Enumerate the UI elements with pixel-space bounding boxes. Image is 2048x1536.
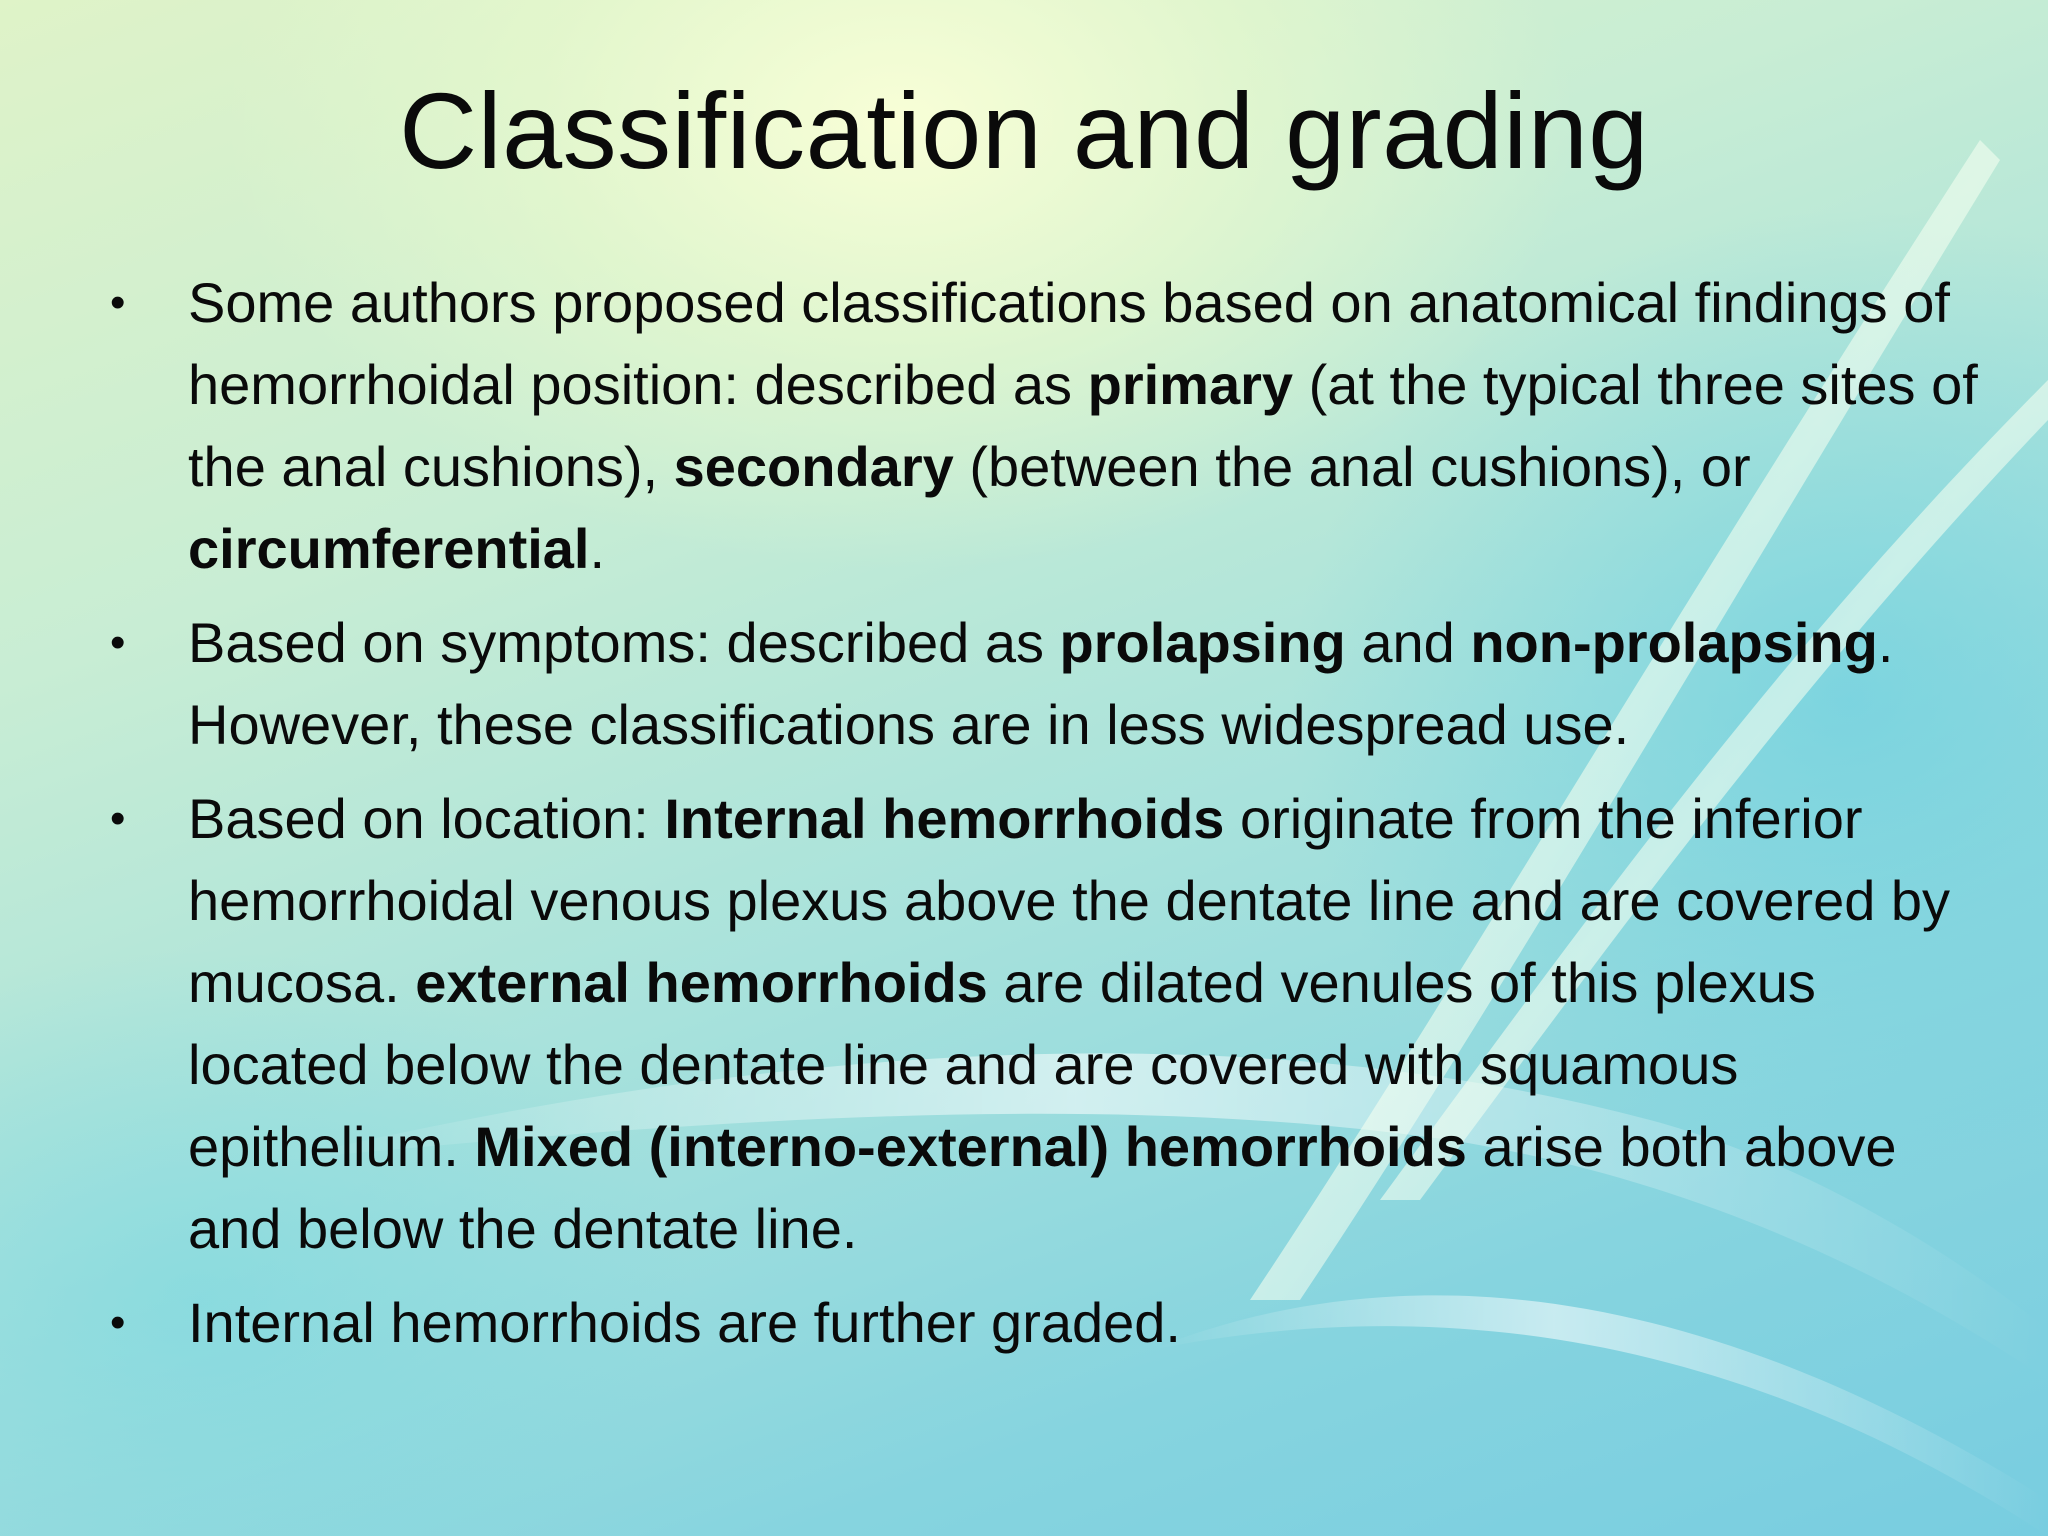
- slide-title: Classification and grading: [399, 70, 1649, 191]
- bullet-item: [110, 602, 1990, 766]
- bullet-marker: •: [110, 618, 126, 667]
- text-segment: originate from the inferior hemorrhoidal venous plexus above the dentate line and are covered by mucosa.: [188, 787, 1951, 1014]
- bullet-list: [110, 262, 1990, 1376]
- text-segment: Internal hemorrhoids are further graded.: [188, 1291, 1181, 1354]
- bold-term-non-prolapsing: non-prolapsing: [1470, 611, 1878, 674]
- bold-term-prolapsing: prolapsing: [1059, 611, 1346, 674]
- bullet-text: [188, 787, 1950, 1260]
- bullet-text: [188, 271, 1978, 580]
- text-segment: Based on symptoms: described as: [188, 611, 1060, 674]
- text-segment: Some authors proposed classifications based on anatomical findings of hemorrhoidal position: described as: [188, 271, 1950, 416]
- bold-term-circumferential: circumferential: [188, 517, 590, 580]
- text-segment: (between the anal cushions), or: [953, 435, 1751, 498]
- bullet-text: [188, 1291, 1181, 1354]
- bold-term-primary: primary: [1087, 353, 1294, 416]
- text-segment: Based on location:: [188, 787, 665, 850]
- bullet-marker: •: [110, 1298, 126, 1347]
- bullet-marker: •: [110, 278, 126, 327]
- bold-term-mixed-hemorrhoids: Mixed (interno-external) hemorrhoids: [474, 1115, 1467, 1178]
- text-segment: are dilated venules of this plexus located below the dentate line and are covered with squamous epithelium.: [188, 951, 1816, 1178]
- text-segment: .: [589, 517, 606, 580]
- bullet-item: [110, 1282, 1990, 1364]
- bullet-item: [110, 262, 1990, 590]
- bullet-text: [188, 611, 1893, 756]
- text-segment: (at the typical three sites of the anal cushions),: [188, 353, 1978, 498]
- bullet-item: [110, 778, 1990, 1270]
- bold-term-external-hemorrhoids: external hemorrhoids: [415, 951, 988, 1014]
- bold-term-internal-hemorrhoids: Internal hemorrhoids: [664, 787, 1225, 850]
- text-segment: and: [1345, 611, 1471, 674]
- text-segment: arise both above and below the dentate line.: [188, 1115, 1897, 1260]
- bullet-marker: •: [110, 794, 126, 843]
- text-segment: . However, these classifications are in less widespread use.: [188, 611, 1894, 756]
- bold-term-secondary: secondary: [673, 435, 954, 498]
